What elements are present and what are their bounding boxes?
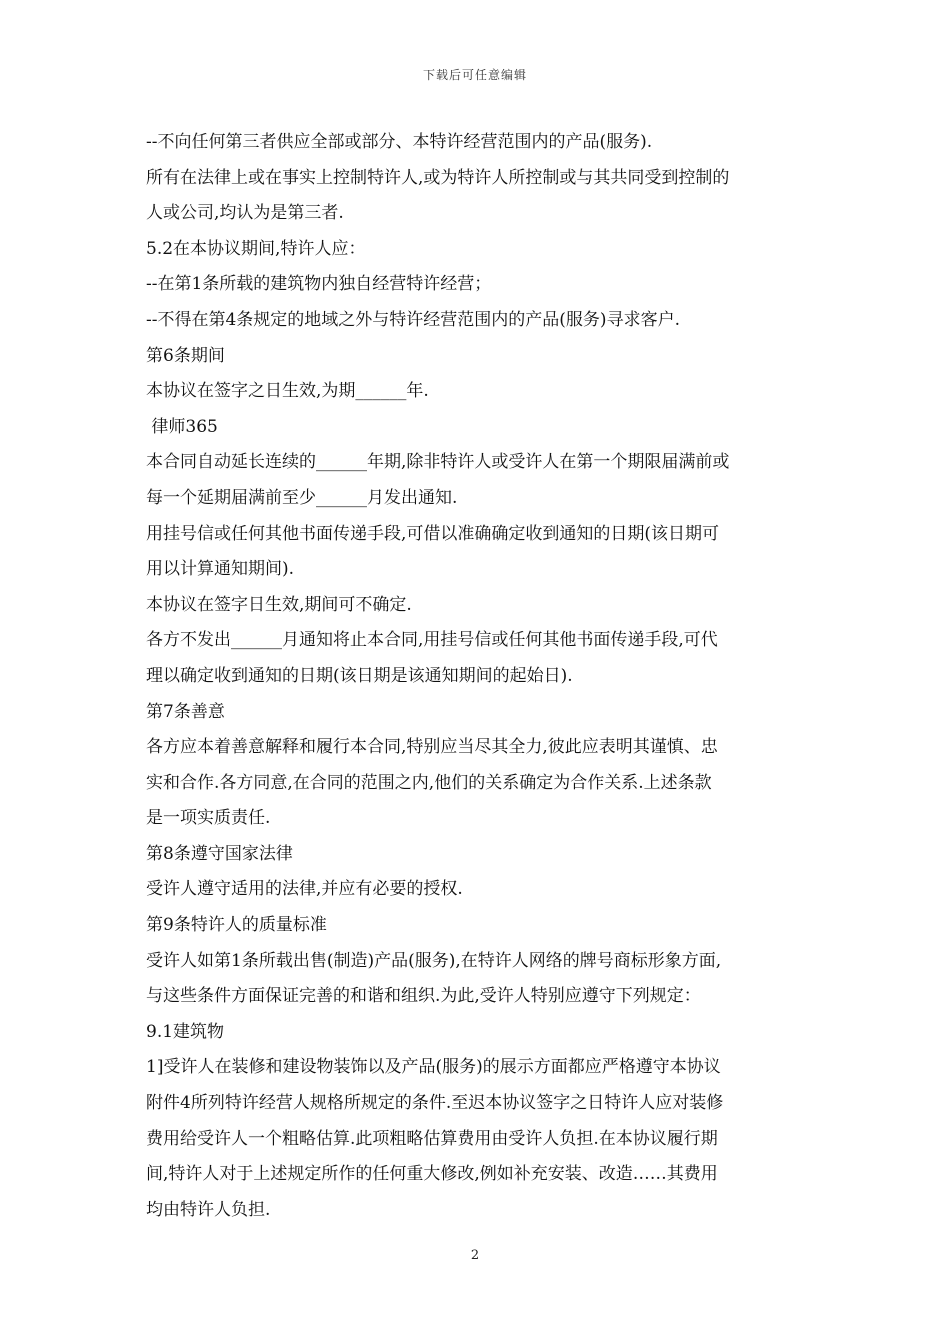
text-line: 用以计算通知期间). <box>146 559 295 580</box>
text-line: 本合同自动延长连续的______年期,除非特许人或受许人在第一个期限届满前或 <box>146 452 730 473</box>
text-line: 1]受许人在装修和建设物装饰以及产品(服务)的展示方面都应严格遵守本协议 <box>146 1057 721 1078</box>
text-line: 律师365 <box>146 416 218 437</box>
text-line: 本协议在签字之日生效,为期______年. <box>146 381 429 402</box>
text-line: 间,特许人对于上述规定所作的任何重大修改,例如补充安装、改造……其费用 <box>146 1164 718 1185</box>
subsection-heading: 9.1建筑物 <box>146 1021 225 1042</box>
section-heading: 第8条遵守国家法律 <box>146 843 293 864</box>
page-header: 下载后可任意编辑 <box>422 68 527 82</box>
text-line: --不向任何第三者供应全部或部分、本特许经营范围内的产品(服务). <box>146 132 653 152</box>
text-line: 用挂号信或任何其他书面传递手段,可借以准确确定收到通知的日期(该日期可 <box>146 523 720 544</box>
section-heading: 第7条善意 <box>146 701 225 722</box>
section-heading: 第6条期间 <box>146 345 225 366</box>
text-line: 受许人如第1条所载出售(制造)产品(服务),在特许人网络的牌号商标形象方面, <box>146 950 722 971</box>
text-line: 与这些条件方面保证完善的和谐和组织.为此,受许人特别应遵守下列规定： <box>146 986 701 1007</box>
text-line: 人或公司,均认为是第三者. <box>146 203 344 224</box>
text-line: 所有在法律上或在事实上控制特许人,或为特许人所控制或与其共同受到控制的 <box>146 167 730 188</box>
text-line: 受许人遵守适用的法律,并应有必要的授权. <box>146 879 463 900</box>
text-line: 费用给受许人一个粗略估算.此项粗略估算费用由受许人负担.在本协议履行期 <box>146 1128 718 1149</box>
text-line: 各方应本着善意解释和履行本合同,特别应当尽其全力,彼此应表明其谨慎、忠 <box>146 737 718 758</box>
document-body <box>146 125 816 1228</box>
text-line: 均由特许人负担. <box>146 1199 271 1220</box>
section-heading: 第9条特许人的质量标准 <box>146 915 327 936</box>
page-number: 2 <box>470 1248 480 1263</box>
text-line: 5.2在本协议期间,特许人应： <box>146 238 366 259</box>
text-line: --在第1条所载的建筑物内独自经营特许经营； <box>146 274 492 295</box>
text-line: 附件4所列特许经营人规格所规定的条件.至迟本协议签字之日特许人应对装修 <box>146 1093 724 1114</box>
text-line: 本协议在签字日生效,期间可不确定. <box>146 594 412 615</box>
text-line: --不得在第4条规定的地域之外与特许经营范围内的产品(服务)寻求客户. <box>146 309 680 330</box>
text-line: 各方不发出______月通知将止本合同,用挂号信或任何其他书面传递手段,可代 <box>146 630 718 651</box>
text-line: 每一个延期届满前至少______月发出通知. <box>146 487 458 508</box>
text-line: 是一项实质责任. <box>146 808 271 829</box>
text-line: 理以确定收到通知的日期(该日期是该通知期间的起始日). <box>146 665 573 686</box>
text-line: 实和合作.各方同意,在合同的范围之内,他们的关系确定为合作关系.上述条款 <box>146 772 712 793</box>
